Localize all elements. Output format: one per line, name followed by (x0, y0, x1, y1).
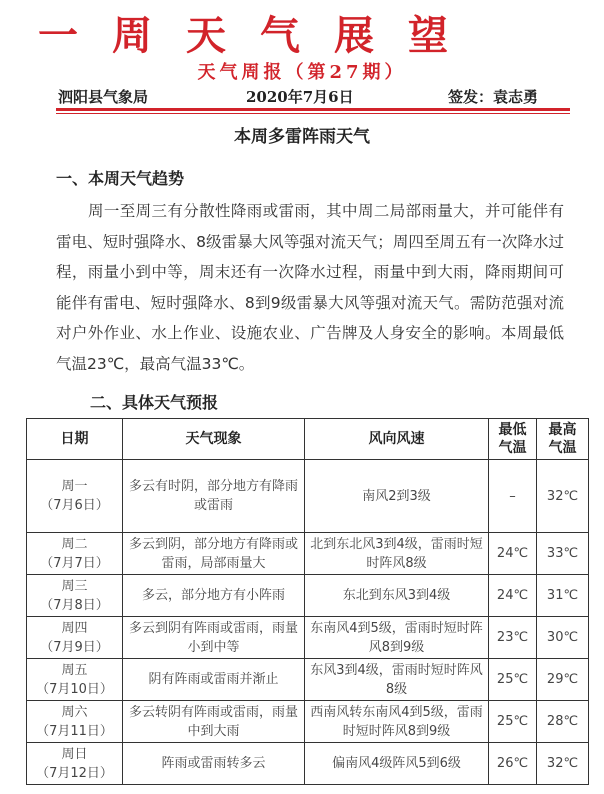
issuer-bar (56, 86, 570, 106)
trend-paragraph: 周一至周三有分散性降雨或雷雨，其中周二局部雨量大，并可能伴有雷电、短时强降水、8级雷暴大风等强对流天气；周四至周五有一次降水过程，雨量小到中等，周末还有一次降水过程，雨量中到大雨，降雨期间可能伴有雷电、短时强降水、8到9级雷暴大风等强对流天气。需防范强对流对户外作业、水上作业、设施农业、广告牌及人身安全的影响。本周最低气温23℃，最高气温33℃。 (56, 202, 564, 373)
max-temp-cell: 30℃ (537, 617, 589, 659)
day-name: 周六 (61, 704, 88, 720)
day-date: （7月8日） (40, 597, 109, 613)
min-temp-cell: 25℃ (489, 701, 537, 743)
table-row (27, 460, 589, 533)
table-row (27, 701, 589, 743)
weather-cell: 多云到阴有阵雨或雷雨，雨量小到中等 (123, 617, 305, 659)
max-temp-cell: 29℃ (537, 659, 589, 701)
date-cell (27, 575, 123, 617)
max-temp-cell: 32℃ (537, 743, 589, 785)
weather-cell: 多云到阴，部分地方有降雨或雷雨，局部雨量大 (123, 533, 305, 575)
header-min-temp (489, 419, 537, 460)
wind-cell: 西南风转东南风4到5级，雷雨时短时阵风8到9级 (305, 701, 489, 743)
day-name: 周一 (61, 479, 88, 494)
header-min-line1: 最低 (498, 422, 527, 438)
date-cell (27, 743, 123, 785)
issuer-name: 泗阳县气象局 (58, 88, 149, 106)
day-name: 周五 (61, 662, 88, 678)
min-temp-cell: 26℃ (489, 743, 537, 785)
weather-cell: 多云有时阴，部分地方有降雨或雷雨 (123, 460, 305, 533)
min-temp-cell: – (489, 460, 537, 533)
wind-cell: 东南风4到5级，雷雨时短时阵风8到9级 (305, 617, 489, 659)
min-temp-cell: 25℃ (489, 659, 537, 701)
signer: 签发：袁志勇 (448, 88, 539, 106)
table-row (27, 575, 589, 617)
issue-date: 2020年7月6日 (246, 88, 354, 106)
page-title: 一周天气展望 (38, 12, 482, 59)
table-header-row (27, 419, 589, 460)
weather-cell: 阵雨或雷雨转多云 (123, 743, 305, 785)
day-date: （7月11日） (36, 723, 113, 739)
table-row (27, 659, 589, 701)
header-date: 日期 (27, 419, 123, 460)
wind-cell: 东风3到4级，雷雨时短时阵风8级 (305, 659, 489, 701)
max-temp-cell: 28℃ (537, 701, 589, 743)
header-divider-thick (56, 108, 570, 111)
header-min-line2: 气温 (498, 440, 527, 456)
weather-cell: 多云，部分地方有小阵雨 (123, 575, 305, 617)
date-cell (27, 701, 123, 743)
header-max-line1: 最高 (548, 422, 577, 438)
table-row (27, 533, 589, 575)
weather-cell: 多云转阴有阵雨或雷雨，雨量中到大雨 (123, 701, 305, 743)
header-divider-thin (56, 113, 570, 114)
day-name: 周四 (61, 620, 88, 636)
header-phenomenon: 天气现象 (123, 419, 305, 460)
table-row (27, 743, 589, 785)
date-cell (27, 659, 123, 701)
section2-heading: 二、具体天气预报 (90, 393, 219, 412)
day-name: 周日 (61, 746, 88, 762)
max-temp-cell: 31℃ (537, 575, 589, 617)
weather-cell: 阴有阵雨或雷雨并渐止 (123, 659, 305, 701)
forecast-table (26, 418, 589, 785)
day-date: （7月12日） (36, 765, 113, 781)
wind-cell: 北到东北风3到4级，雷雨时短时阵风8级 (305, 533, 489, 575)
wind-cell: 偏南风4级阵风5到6级 (305, 743, 489, 785)
min-temp-cell: 24℃ (489, 575, 537, 617)
max-temp-cell: 32℃ (537, 460, 589, 533)
max-temp-cell: 33℃ (537, 533, 589, 575)
wind-cell: 东北到东风3到4级 (305, 575, 489, 617)
date-cell (27, 460, 123, 533)
date-cell (27, 617, 123, 659)
day-date: （7月9日） (40, 639, 109, 655)
date-cell (27, 533, 123, 575)
header-max-line2: 气温 (548, 440, 577, 456)
day-name: 周三 (61, 578, 88, 594)
day-date: （7月7日） (40, 555, 109, 571)
min-temp-cell: 23℃ (489, 617, 537, 659)
wind-cell: 南风2到3级 (305, 460, 489, 533)
headline: 本周多雷阵雨天气 (234, 127, 370, 147)
min-temp-cell: 24℃ (489, 533, 537, 575)
bulletin-subtitle: 天气周报（第27期） (197, 62, 407, 83)
day-date: （7月10日） (36, 681, 113, 697)
header-wind: 风向风速 (305, 419, 489, 460)
header-max-temp (537, 419, 589, 460)
section1-heading: 一、本周天气趋势 (56, 169, 185, 188)
day-date: （7月6日） (40, 498, 109, 513)
table-row (27, 617, 589, 659)
day-name: 周二 (61, 536, 88, 552)
